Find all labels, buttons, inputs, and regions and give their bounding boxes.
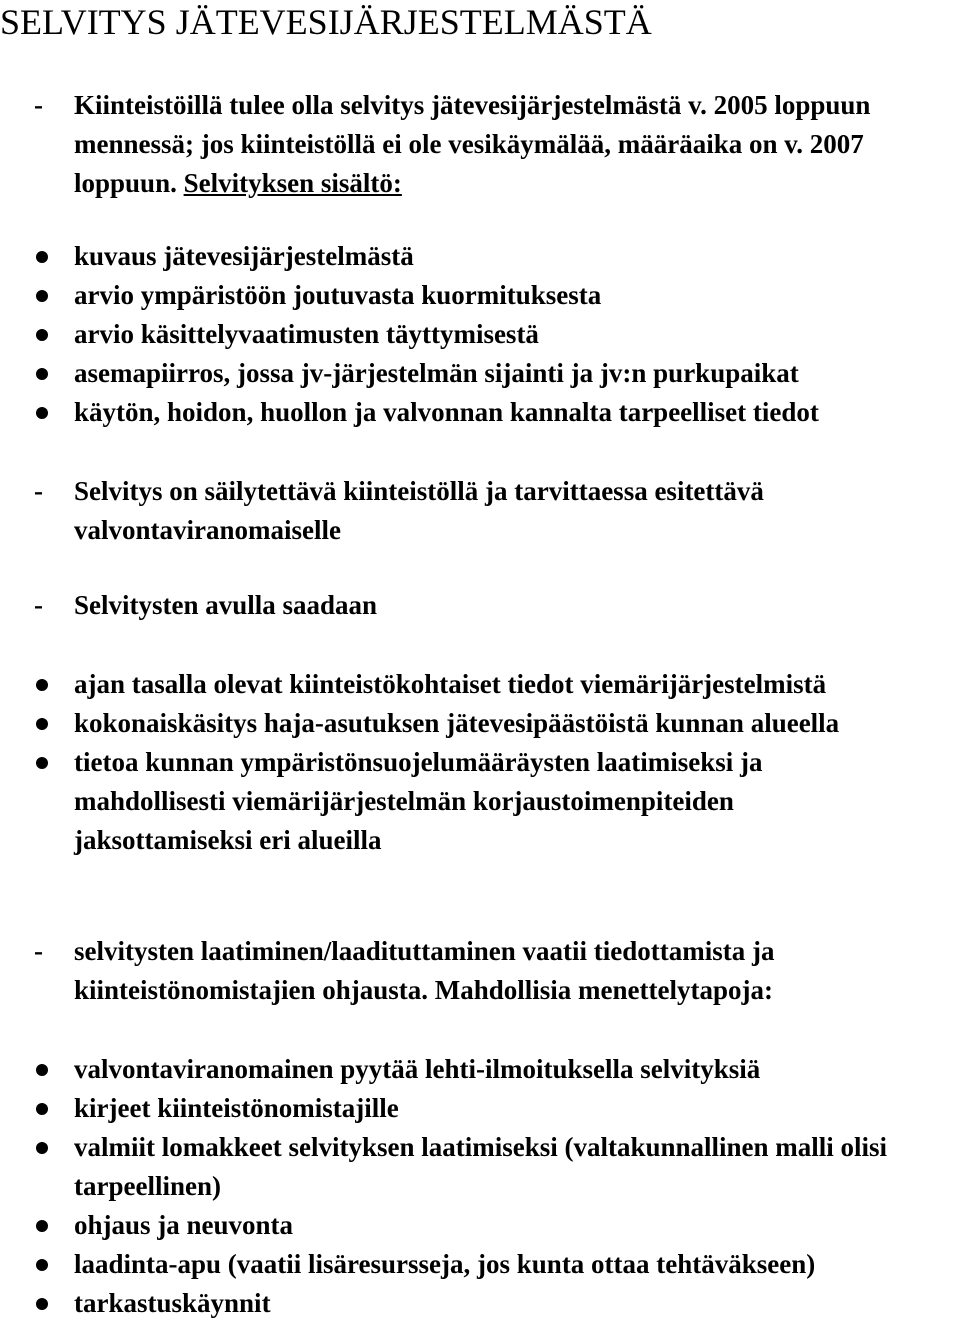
list-item: tarkastuskäynnit — [34, 1284, 960, 1323]
list-item: valmiit lomakkeet selvityksen laatimiseksi (valtakunnallinen malli olisi tarpeellinen) — [34, 1128, 924, 1206]
benefits-list — [34, 665, 960, 860]
bullet-icon — [36, 1064, 48, 1076]
bullet-icon — [36, 1220, 48, 1232]
section-storage-text: Selvitys on säilytettävä kiinteistöllä ja tarvittaessa esitettävä valvontaviranomaiselle — [74, 476, 764, 545]
section-guidance — [34, 932, 934, 1010]
bullet-icon — [36, 1259, 48, 1271]
bullet-icon — [36, 718, 48, 730]
dash-marker: - — [34, 90, 43, 120]
bullet-icon — [36, 368, 48, 380]
section-benefits-text: Selvitysten avulla saadaan — [74, 590, 378, 620]
intro-text: Kiinteistöillä tulee olla selvitys jätevesijärjestelmästä v. 2005 loppuun mennessä; jos kiinteistöllä ei ole vesikäymälää, määräaika on v. 2007 loppuun. — [74, 90, 871, 198]
bullet-icon — [36, 251, 48, 263]
list-item: laadinta-apu (vaatii lisäresursseja, jos kunta ottaa tehtäväkseen) — [34, 1245, 960, 1284]
list-item: tietoa kunnan ympäristönsuojelumääräysten laatimiseksi ja mahdollisesti viemärijärjestelmän korjaustoimenpiteiden jaksottamiseksi eri alueilla — [34, 743, 914, 860]
section-intro-text — [74, 86, 914, 203]
document-title: SELVITYS JÄTEVESIJÄRJESTELMÄSTÄ — [0, 2, 652, 42]
section-benefits — [34, 586, 954, 625]
list-item: käytön, hoidon, huollon ja valvonnan kannalta tarpeelliset tiedot — [34, 393, 960, 432]
list-item: arvio käsittelyvaatimusten täyttymisestä — [34, 315, 960, 354]
list-item: asemapiirros, jossa jv-järjestelmän sijainti ja jv:n purkupaikat — [34, 354, 960, 393]
dash-marker: - — [34, 590, 43, 620]
dash-marker: - — [34, 936, 43, 966]
list-item: kuvaus jätevesijärjestelmästä — [34, 237, 960, 276]
bullet-icon — [36, 1103, 48, 1115]
list-item: arvio ympäristöön joutuvasta kuormituksesta — [34, 276, 960, 315]
section-intro — [34, 86, 914, 203]
bullet-icon — [36, 329, 48, 341]
list-item: ajan tasalla olevat kiinteistökohtaiset tiedot viemärijärjestelmistä — [34, 665, 960, 704]
dash-marker: - — [34, 476, 43, 506]
bullet-icon — [36, 757, 48, 769]
list-item: valvontaviranomainen pyytää lehti-ilmoituksella selvityksiä — [34, 1050, 960, 1089]
list-item: kokonaiskäsitys haja-asutuksen jätevesipäästöistä kunnan alueella — [34, 704, 914, 743]
content-heading: Selvityksen sisältö: — [183, 168, 402, 198]
bullet-icon — [36, 1142, 48, 1154]
content-list — [34, 237, 960, 432]
methods-list — [34, 1050, 960, 1323]
section-guidance-text: selvitysten laatiminen/laadituttaminen vaatii tiedottamista ja kiinteistönomistajien ohjausta. Mahdollisia menettelytapoja: — [74, 936, 775, 1005]
bullet-icon — [36, 290, 48, 302]
bullet-icon — [36, 407, 48, 419]
list-item: ohjaus ja neuvonta — [34, 1206, 960, 1245]
section-storage — [34, 472, 934, 550]
bullet-icon — [36, 679, 48, 691]
list-item: kirjeet kiinteistönomistajille — [34, 1089, 960, 1128]
bullet-icon — [36, 1298, 48, 1310]
